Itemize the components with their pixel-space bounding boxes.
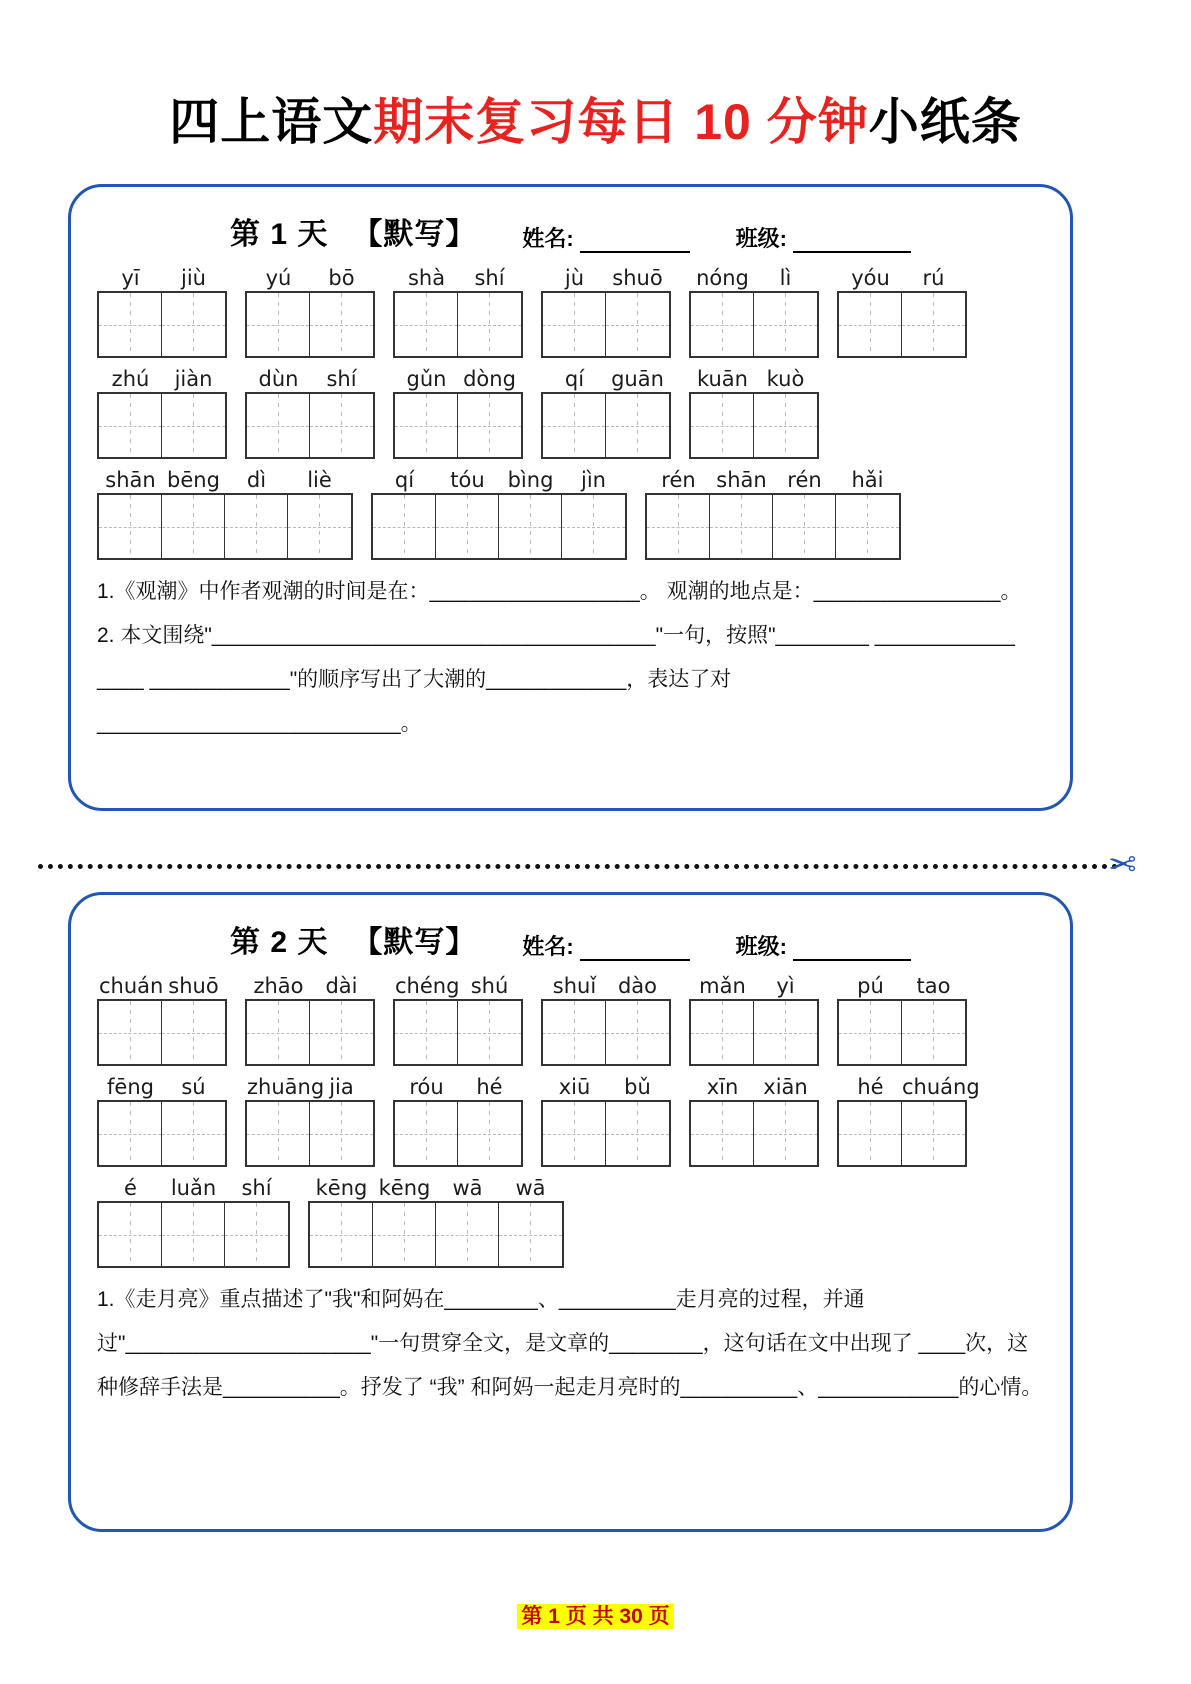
character-box[interactable] — [458, 1001, 521, 1064]
pinyin-syllable: jia — [329, 1075, 354, 1099]
pinyin-syllable: nóng — [696, 266, 749, 290]
character-box[interactable] — [458, 1102, 521, 1165]
questions-day-2 — [71, 1278, 1070, 1410]
character-box[interactable] — [773, 495, 836, 558]
character-boxes[interactable] — [541, 291, 671, 358]
pinyin-syllable: fēng — [107, 1075, 154, 1099]
pinyin-syllable: tóu — [450, 468, 485, 492]
pinyin-syllable: qí — [394, 468, 415, 492]
pinyin-syllable: zhāo — [253, 974, 304, 998]
pinyin-row — [395, 265, 521, 291]
question-2: 2. 本文围绕"______________________________________"一句，按照"________ ____________ ____ ____________"的顺序写出了大潮的____________，表达了对__________________________。 — [97, 624, 1015, 735]
question-1: 1.《观潮》中作者观潮的时间是在：__________________。 观潮的地点是：________________。 — [97, 580, 1022, 603]
pinyin-row — [543, 265, 669, 291]
character-box[interactable] — [754, 1001, 817, 1064]
character-box[interactable] — [310, 1001, 373, 1064]
pinyin-syllable: pú — [857, 974, 884, 998]
pinyin-syllable: yī — [121, 266, 140, 290]
pinyin-syllable: shí — [474, 266, 505, 290]
character-box[interactable] — [839, 1102, 902, 1165]
character-box[interactable] — [606, 293, 669, 356]
word-group — [393, 973, 523, 1066]
name-field[interactable] — [522, 222, 689, 253]
title-part-1: 四上语文 — [169, 94, 374, 150]
character-boxes[interactable] — [393, 392, 523, 459]
pinyin-syllable: wā — [515, 1176, 546, 1200]
word-group — [97, 1175, 290, 1268]
character-boxes[interactable] — [689, 291, 819, 358]
character-boxes[interactable] — [245, 291, 375, 358]
day-label: 第 2 天 — [229, 926, 329, 959]
page-footer — [0, 1600, 1191, 1630]
character-box[interactable] — [247, 293, 310, 356]
character-boxes[interactable] — [245, 1100, 375, 1167]
pinyin-syllable: jiàn — [174, 367, 213, 391]
pinyin-syllable: kuò — [766, 367, 805, 391]
word-grid-row — [97, 973, 1044, 1066]
character-box[interactable] — [458, 394, 521, 457]
word-group — [541, 973, 671, 1066]
word-group — [97, 1074, 227, 1167]
pinyin-syllable: rén — [661, 468, 696, 492]
mode-label: 【默写】 — [352, 218, 477, 251]
character-box[interactable] — [395, 293, 458, 356]
pinyin-syllable: sú — [181, 1075, 206, 1099]
character-box[interactable] — [288, 495, 351, 558]
character-box[interactable] — [395, 1001, 458, 1064]
day-card-1 — [68, 184, 1073, 811]
pinyin-syllable: é — [124, 1176, 137, 1200]
character-boxes[interactable] — [245, 392, 375, 459]
word-grid-row — [97, 467, 1044, 560]
character-boxes[interactable] — [97, 392, 227, 459]
character-box[interactable] — [436, 495, 499, 558]
pinyin-syllable: róu — [409, 1075, 444, 1099]
character-box[interactable] — [310, 293, 373, 356]
pinyin-row — [373, 467, 625, 493]
pinyin-syllable: liè — [307, 468, 332, 492]
character-box[interactable] — [310, 1203, 373, 1266]
character-boxes[interactable] — [541, 999, 671, 1066]
pinyin-syllable: xīn — [706, 1075, 739, 1099]
word-group — [245, 973, 375, 1066]
day-card-2 — [68, 892, 1073, 1532]
day-label: 第 1 天 — [229, 218, 329, 251]
word-group — [371, 467, 627, 560]
character-box[interactable] — [247, 394, 310, 457]
character-box[interactable] — [436, 1203, 499, 1266]
character-box[interactable] — [162, 1203, 225, 1266]
word-group — [541, 366, 671, 459]
class-blank[interactable] — [793, 229, 911, 253]
pinyin-syllable: wā — [452, 1176, 483, 1200]
character-boxes[interactable] — [837, 291, 967, 358]
pinyin-syllable: hé — [857, 1075, 884, 1099]
word-grid-row — [97, 1074, 1044, 1167]
pinyin-syllable: shān — [716, 468, 767, 492]
pinyin-syllable: dì — [246, 468, 267, 492]
pinyin-syllable: chuán — [99, 974, 164, 998]
question-1: 1.《走月亮》重点描述了"我"和阿妈在________、__________走月亮的过程，并通过"_____________________"一句贯穿全文，是文章的________，这句话在文中出现了 ____次，这种修辞手法是__________。抒发了 “我” 和阿妈一起走月亮时的__________、____________的心情。 — [97, 1288, 1043, 1399]
character-box[interactable] — [247, 1102, 310, 1165]
class-label: 班级: — [735, 934, 787, 959]
character-box[interactable] — [162, 293, 225, 356]
pinyin-row — [247, 366, 373, 392]
character-box[interactable] — [606, 394, 669, 457]
pinyin-row — [839, 265, 965, 291]
pinyin-syllable: jìn — [581, 468, 606, 492]
pinyin-syllable: qí — [564, 367, 585, 391]
pinyin-syllable: yì — [776, 974, 795, 998]
word-grid-row — [97, 1175, 1044, 1268]
word-group — [689, 973, 819, 1066]
character-boxes[interactable] — [97, 493, 353, 560]
pinyin-syllable: chuáng — [902, 1075, 980, 1099]
title-part-2: 期末复习每日 10 分钟 — [373, 94, 869, 150]
character-box[interactable] — [99, 394, 162, 457]
pinyin-row — [310, 1175, 562, 1201]
character-boxes[interactable] — [97, 999, 227, 1066]
word-group — [393, 366, 523, 459]
pinyin-syllable: zhuāng — [247, 1075, 325, 1099]
character-box[interactable] — [543, 394, 606, 457]
pinyin-syllable: hé — [476, 1075, 503, 1099]
pinyin-syllable: shú — [470, 974, 509, 998]
character-box[interactable] — [902, 1001, 965, 1064]
pinyin-syllable: shí — [326, 367, 357, 391]
pinyin-syllable: guān — [611, 367, 664, 391]
character-boxes[interactable] — [245, 999, 375, 1066]
questions-day-1 — [71, 570, 1070, 746]
pinyin-syllable: rén — [787, 468, 822, 492]
character-boxes[interactable] — [393, 999, 523, 1066]
pinyin-syllable: jù — [564, 266, 585, 290]
pinyin-row — [691, 366, 817, 392]
character-boxes[interactable] — [541, 392, 671, 459]
pinyin-syllable: xiān — [763, 1075, 808, 1099]
pinyin-syllable: dào — [617, 974, 658, 998]
pinyin-syllable: bìng — [507, 468, 554, 492]
pinyin-syllable: chéng — [395, 974, 460, 998]
word-group — [97, 265, 227, 358]
pinyin-row — [647, 467, 899, 493]
word-group — [393, 1074, 523, 1167]
name-label: 姓名: — [522, 934, 574, 959]
character-box[interactable] — [162, 1001, 225, 1064]
pinyin-row — [395, 973, 521, 999]
pinyin-syllable: xiū — [558, 1075, 591, 1099]
word-group — [245, 366, 375, 459]
pinyin-row — [543, 366, 669, 392]
class-field[interactable] — [736, 222, 911, 253]
pinyin-syllable: shuō — [168, 974, 219, 998]
pinyin-syllable: bō — [328, 266, 355, 290]
character-boxes[interactable] — [689, 1100, 819, 1167]
class-field[interactable] — [736, 930, 911, 961]
character-boxes[interactable] — [541, 1100, 671, 1167]
pinyin-syllable: kuān — [696, 367, 748, 391]
pinyin-syllable: hǎi — [851, 468, 884, 492]
character-box[interactable] — [562, 495, 625, 558]
pinyin-syllable: dài — [325, 974, 358, 998]
pinyin-syllable: yú — [265, 266, 292, 290]
pinyin-syllable: shān — [105, 468, 156, 492]
word-group — [308, 1175, 564, 1268]
scissors-icon: ✂ — [1108, 846, 1137, 884]
character-box[interactable] — [902, 1102, 965, 1165]
word-group — [689, 366, 819, 459]
character-box[interactable] — [754, 1102, 817, 1165]
page-number: 第 1 页 共 30 页 — [517, 1604, 673, 1629]
name-blank[interactable] — [580, 229, 690, 253]
character-box[interactable] — [395, 1102, 458, 1165]
character-boxes[interactable] — [837, 999, 967, 1066]
class-blank[interactable] — [793, 937, 911, 961]
pinyin-syllable: shuǐ — [552, 974, 597, 998]
mode-label: 【默写】 — [352, 926, 477, 959]
pinyin-row — [839, 973, 965, 999]
character-box[interactable] — [754, 394, 817, 457]
word-grid-row — [97, 265, 1044, 358]
pinyin-syllable: kēng — [378, 1176, 431, 1200]
word-grid-row — [97, 366, 1044, 459]
character-boxes[interactable] — [393, 1100, 523, 1167]
pinyin-row — [543, 1074, 669, 1100]
word-group — [97, 973, 227, 1066]
character-box[interactable] — [99, 1203, 162, 1266]
pinyin-row — [395, 366, 521, 392]
character-box[interactable] — [839, 293, 902, 356]
character-box[interactable] — [606, 1001, 669, 1064]
pinyin-row — [99, 973, 225, 999]
pinyin-row — [247, 973, 373, 999]
character-box[interactable] — [225, 1203, 288, 1266]
pinyin-row — [247, 1074, 373, 1100]
pinyin-row — [395, 1074, 521, 1100]
character-box[interactable] — [902, 293, 965, 356]
word-group — [97, 467, 353, 560]
pinyin-syllable: mǎn — [699, 974, 746, 998]
character-box[interactable] — [162, 1102, 225, 1165]
pinyin-row — [99, 366, 225, 392]
character-box[interactable] — [839, 1001, 902, 1064]
character-box[interactable] — [99, 1001, 162, 1064]
character-box[interactable] — [310, 1102, 373, 1165]
character-box[interactable] — [606, 1102, 669, 1165]
pinyin-syllable: tao — [916, 974, 951, 998]
word-group — [393, 265, 523, 358]
pinyin-row — [839, 1074, 980, 1100]
word-group — [689, 265, 819, 358]
word-group — [837, 265, 967, 358]
character-box[interactable] — [691, 1102, 754, 1165]
pinyin-syllable: shà — [407, 266, 446, 290]
pinyin-syllable: kēng — [315, 1176, 368, 1200]
grid-rows-day-1 — [71, 253, 1070, 560]
word-group — [689, 1074, 819, 1167]
word-group — [837, 973, 967, 1066]
pinyin-row — [247, 265, 373, 291]
pinyin-syllable: shuō — [612, 266, 663, 290]
card-2-header — [71, 895, 1070, 961]
character-box[interactable] — [162, 495, 225, 558]
title-part-3: 小纸条 — [868, 94, 1022, 150]
character-box[interactable] — [710, 495, 773, 558]
character-box[interactable] — [162, 394, 225, 457]
pinyin-syllable: dòng — [463, 367, 516, 391]
pinyin-syllable: dùn — [258, 367, 299, 391]
pinyin-row — [543, 973, 669, 999]
pinyin-syllable: shí — [241, 1176, 272, 1200]
pinyin-syllable: lì — [779, 266, 792, 290]
page-title — [0, 0, 1191, 154]
character-box[interactable] — [499, 1203, 562, 1266]
character-boxes[interactable] — [97, 291, 227, 358]
word-group — [97, 366, 227, 459]
character-box[interactable] — [836, 495, 899, 558]
character-box[interactable] — [99, 293, 162, 356]
pinyin-row — [99, 1175, 288, 1201]
pinyin-syllable: bǔ — [624, 1075, 651, 1099]
character-boxes[interactable] — [837, 1100, 967, 1167]
character-box[interactable] — [373, 1203, 436, 1266]
grid-rows-day-2 — [71, 961, 1070, 1268]
character-box[interactable] — [310, 394, 373, 457]
character-box[interactable] — [99, 1102, 162, 1165]
character-boxes[interactable] — [97, 1201, 290, 1268]
pinyin-syllable: bēng — [167, 468, 220, 492]
pinyin-row — [691, 1074, 817, 1100]
word-group — [837, 1074, 980, 1167]
pinyin-row — [691, 265, 817, 291]
character-boxes[interactable] — [371, 493, 627, 560]
pinyin-syllable: zhú — [111, 367, 150, 391]
character-box[interactable] — [499, 495, 562, 558]
pinyin-syllable: luǎn — [170, 1176, 217, 1200]
character-box[interactable] — [543, 293, 606, 356]
character-box[interactable] — [458, 293, 521, 356]
character-box[interactable] — [373, 495, 436, 558]
pinyin-row — [691, 973, 817, 999]
character-box[interactable] — [691, 1001, 754, 1064]
character-box[interactable] — [543, 1102, 606, 1165]
pinyin-row — [99, 467, 351, 493]
pinyin-row — [99, 265, 225, 291]
character-box[interactable] — [691, 293, 754, 356]
pinyin-syllable: rú — [922, 266, 945, 290]
character-boxes[interactable] — [689, 392, 819, 459]
word-group — [245, 1074, 375, 1167]
pinyin-row — [99, 1074, 225, 1100]
character-box[interactable] — [543, 1001, 606, 1064]
pinyin-syllable: jiù — [181, 266, 206, 290]
card-1-header — [71, 187, 1070, 253]
class-label: 班级: — [735, 226, 787, 251]
word-group — [245, 265, 375, 358]
character-box[interactable] — [754, 293, 817, 356]
word-group — [541, 1074, 671, 1167]
word-group — [541, 265, 671, 358]
character-boxes[interactable] — [97, 1100, 227, 1167]
character-box[interactable] — [395, 394, 458, 457]
character-box[interactable] — [247, 1001, 310, 1064]
name-label: 姓名: — [522, 226, 574, 251]
name-blank[interactable] — [580, 937, 690, 961]
character-boxes[interactable] — [308, 1201, 564, 1268]
cut-line — [38, 864, 1118, 875]
character-boxes[interactable] — [393, 291, 523, 358]
character-box[interactable] — [99, 495, 162, 558]
character-box[interactable] — [647, 495, 710, 558]
name-field[interactable] — [522, 930, 689, 961]
character-boxes[interactable] — [645, 493, 901, 560]
word-group — [645, 467, 901, 560]
character-box[interactable] — [225, 495, 288, 558]
character-box[interactable] — [691, 394, 754, 457]
character-boxes[interactable] — [689, 999, 819, 1066]
pinyin-syllable: gǔn — [406, 367, 447, 391]
pinyin-syllable: yóu — [851, 266, 890, 290]
